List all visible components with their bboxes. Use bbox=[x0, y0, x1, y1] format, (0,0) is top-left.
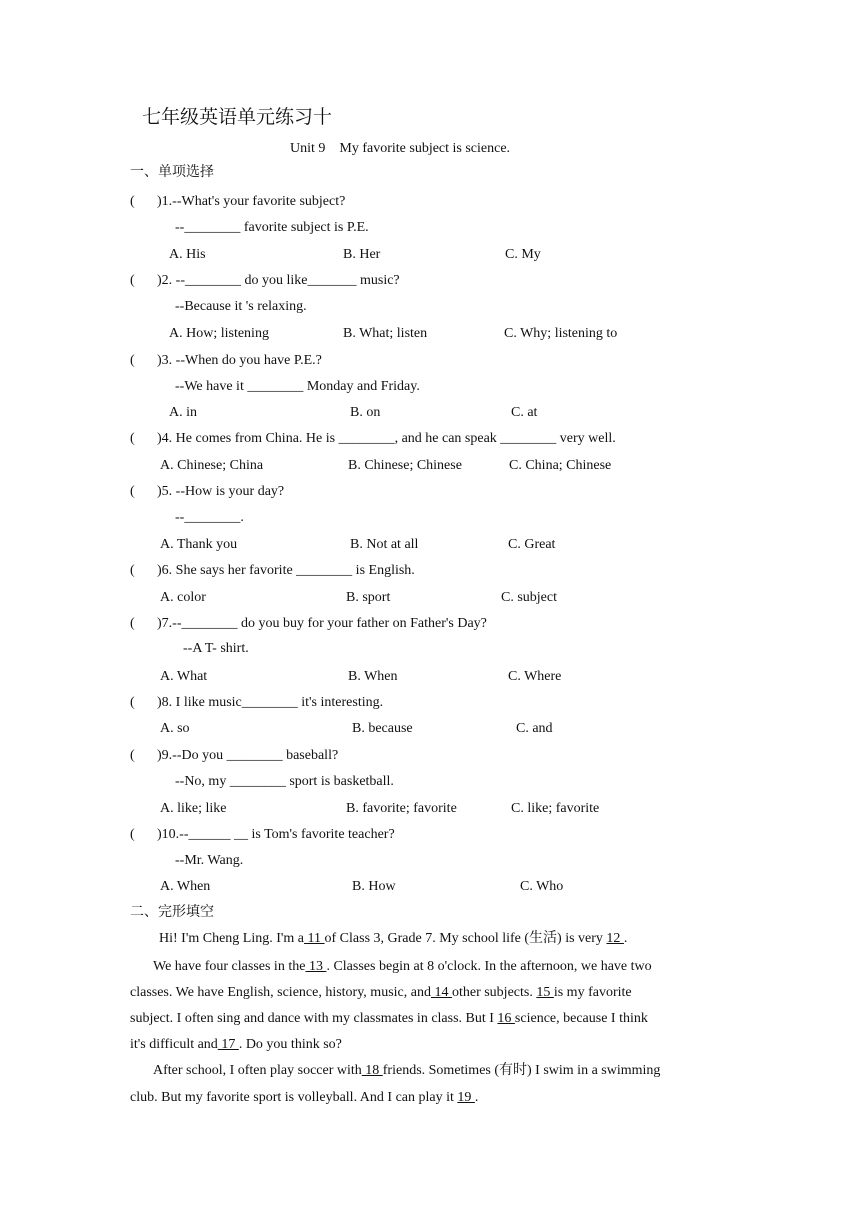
question-paren: ( bbox=[130, 563, 135, 578]
option-a: A. Chinese; China bbox=[160, 458, 264, 473]
cloze-line-4 bbox=[130, 1010, 648, 1028]
cloze-line-2 bbox=[153, 958, 652, 976]
cloze-text: club. But my favorite sport is volleyball. And I can play it bbox=[130, 1090, 458, 1105]
cloze-text: subject. I often sing and dance with my classmates in class. But I bbox=[130, 1011, 498, 1026]
question-stem: )2. --________ do you like_______ music? bbox=[157, 273, 400, 288]
option-b: B. sport bbox=[346, 590, 391, 605]
question-paren: ( bbox=[130, 484, 135, 499]
cloze-text: it's difficult and bbox=[130, 1037, 218, 1052]
option-a: A. When bbox=[160, 879, 211, 894]
question-stem: )8. I like music________ it's interesting. bbox=[157, 695, 384, 710]
option-a: A. like; like bbox=[160, 801, 227, 816]
option-b: B. favorite; favorite bbox=[346, 801, 457, 816]
option-b: B. When bbox=[348, 669, 398, 684]
question-line2: --Because it 's relaxing. bbox=[175, 299, 307, 314]
question-stem: )10.--______ __ is Tom's favorite teacher? bbox=[157, 827, 395, 842]
cloze-text: friends. Sometimes (有时) I swim in a swimming bbox=[382, 1063, 661, 1078]
cloze-text: . Do you think so? bbox=[238, 1037, 342, 1052]
option-b: B. because bbox=[352, 721, 413, 736]
option-b: B. Not at all bbox=[350, 537, 419, 552]
cloze-text: . Classes begin at 8 o'clock. In the afternoon, we have two bbox=[326, 959, 652, 974]
question-paren: ( bbox=[130, 273, 135, 288]
option-a: A. in bbox=[169, 405, 197, 420]
blank-13: 13 bbox=[305, 959, 327, 974]
option-c: C. subject bbox=[501, 590, 557, 605]
blank-19: 19 bbox=[457, 1090, 475, 1105]
question-stem: )7.--________ do you buy for your father on Father's Day? bbox=[157, 616, 487, 631]
cloze-text: is my favorite bbox=[553, 985, 632, 1000]
option-a: A. His bbox=[169, 247, 206, 262]
question-paren: ( bbox=[130, 827, 135, 842]
option-a: A. color bbox=[160, 590, 206, 605]
cloze-line-1 bbox=[159, 930, 627, 948]
cloze-text: Hi! I'm Cheng Ling. I'm a bbox=[159, 931, 305, 946]
question-stem: )4. He comes from China. He is ________, and he can speak ________ very well. bbox=[157, 431, 616, 446]
cloze-text: of Class 3, Grade 7. My school life (生活) is very bbox=[324, 931, 607, 946]
option-a: A. so bbox=[160, 721, 190, 736]
cloze-text: . bbox=[623, 931, 628, 946]
cloze-text: other subjects. bbox=[451, 985, 537, 1000]
question-line2: --A T- shirt. bbox=[183, 641, 249, 656]
blank-16: 16 bbox=[497, 1011, 515, 1026]
page-subtitle: Unit 9 My favorite subject is science. bbox=[290, 141, 511, 156]
question-paren: ( bbox=[130, 695, 135, 710]
cloze-text: After school, I often play soccer with bbox=[153, 1063, 362, 1078]
option-a: A. Thank you bbox=[160, 537, 238, 552]
question-line2: --________. bbox=[175, 510, 244, 525]
blank-12: 12 bbox=[606, 931, 624, 946]
question-stem: )3. --When do you have P.E.? bbox=[157, 353, 322, 368]
question-stem: )5. --How is your day? bbox=[157, 484, 285, 499]
cloze-line-7 bbox=[130, 1089, 478, 1107]
question-paren: ( bbox=[130, 353, 135, 368]
option-b: B. on bbox=[350, 405, 381, 420]
blank-18: 18 bbox=[361, 1063, 383, 1078]
option-b: B. What; listen bbox=[343, 326, 428, 341]
cloze-line-5 bbox=[130, 1036, 342, 1054]
option-c: C. Great bbox=[508, 537, 556, 552]
question-paren: ( bbox=[130, 616, 135, 631]
option-b: B. How bbox=[352, 879, 396, 894]
option-c: C. Where bbox=[508, 669, 562, 684]
option-c: C. at bbox=[511, 405, 538, 420]
question-paren: ( bbox=[130, 748, 135, 763]
section-heading-cloze: 二、完形填空 bbox=[130, 905, 214, 920]
question-line2: --No, my ________ sport is basketball. bbox=[175, 774, 394, 789]
cloze-text: classes. We have English, science, history, music, and bbox=[130, 985, 431, 1000]
blank-11: 11 bbox=[304, 931, 325, 946]
question-paren: ( bbox=[130, 431, 135, 446]
section-heading-choice: 一、单项选择 bbox=[130, 165, 214, 180]
option-b: B. Chinese; Chinese bbox=[348, 458, 462, 473]
question-line2: --________ favorite subject is P.E. bbox=[175, 220, 369, 235]
option-a: A. How; listening bbox=[169, 326, 269, 341]
question-stem: )9.--Do you ________ baseball? bbox=[157, 748, 339, 763]
blank-14: 14 bbox=[430, 985, 452, 1000]
cloze-line-6 bbox=[153, 1062, 660, 1080]
cloze-text: We have four classes in the bbox=[153, 959, 306, 974]
option-a: A. What bbox=[160, 669, 208, 684]
option-c: C. like; favorite bbox=[511, 801, 600, 816]
option-c: C. Why; listening to bbox=[504, 326, 618, 341]
blank-15: 15 bbox=[536, 985, 554, 1000]
option-c: C. My bbox=[505, 247, 541, 262]
question-line2: --We have it ________ Monday and Friday. bbox=[175, 379, 420, 394]
question-stem: )1.--What's your favorite subject? bbox=[157, 194, 346, 209]
question-stem: )6. She says her favorite ________ is English. bbox=[157, 563, 415, 578]
blank-17: 17 bbox=[217, 1037, 239, 1052]
question-paren: ( bbox=[130, 194, 135, 209]
option-c: C. and bbox=[516, 721, 553, 736]
cloze-line-3 bbox=[130, 984, 632, 1002]
option-c: C. China; Chinese bbox=[509, 458, 612, 473]
page-title: 七年级英语单元练习十 bbox=[142, 107, 333, 128]
option-c: C. Who bbox=[520, 879, 564, 894]
question-line2: --Mr. Wang. bbox=[175, 853, 244, 868]
cloze-text: . bbox=[474, 1090, 479, 1105]
option-b: B. Her bbox=[343, 247, 381, 262]
cloze-text: science, because I think bbox=[514, 1011, 648, 1026]
